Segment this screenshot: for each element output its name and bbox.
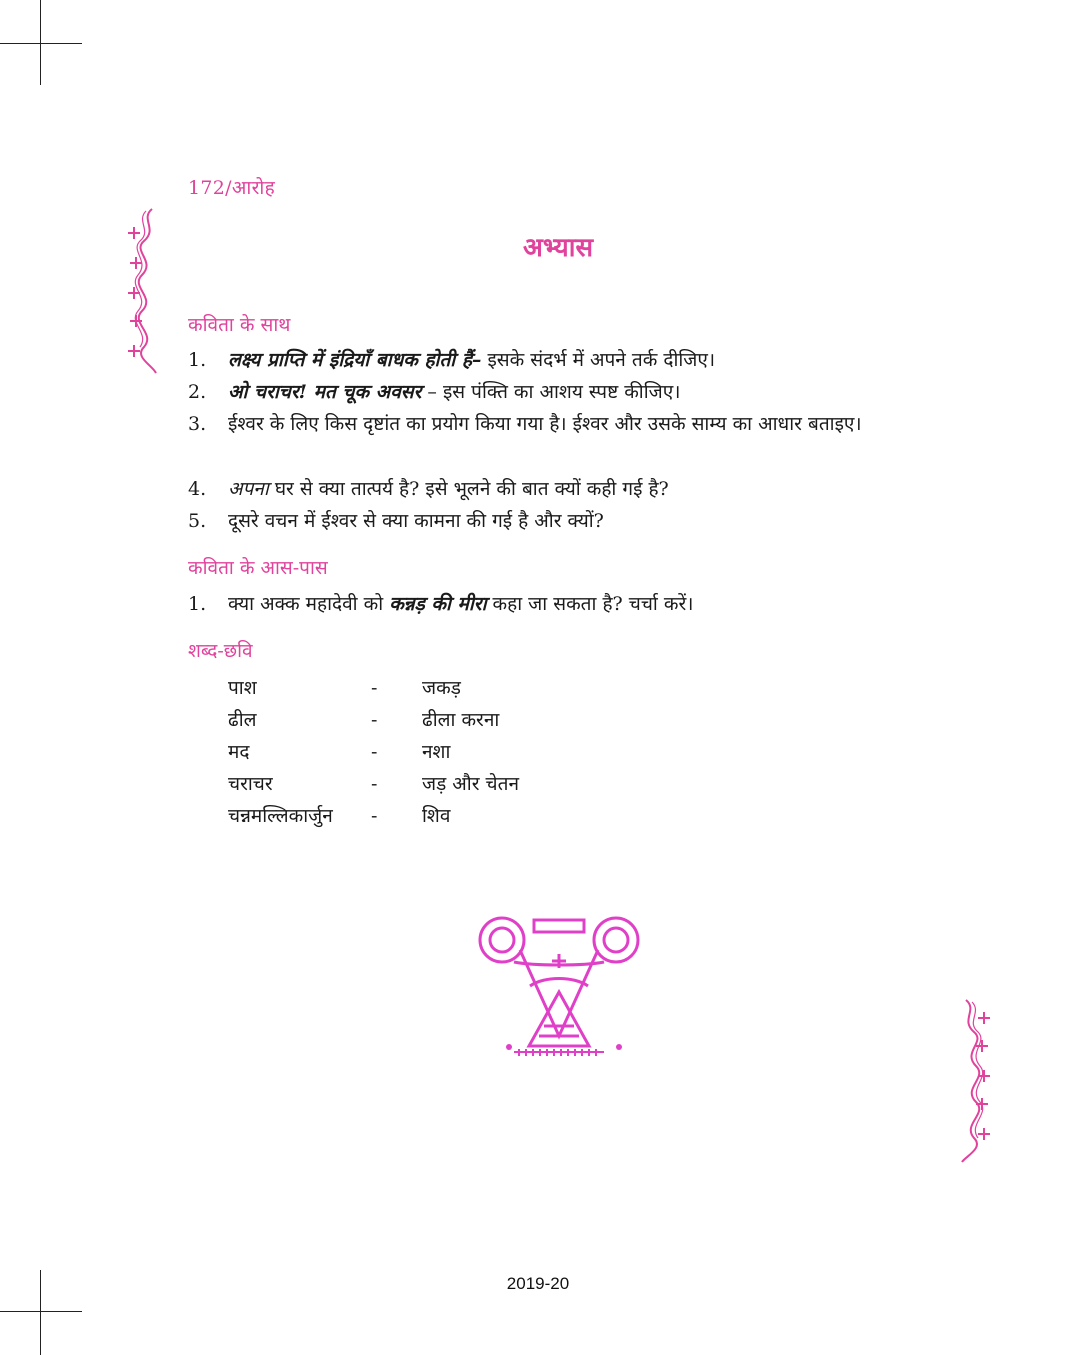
vocab-row	[228, 768, 519, 800]
folk-art-motif	[474, 906, 644, 1058]
section-heading-around-poem: कविता के आस-पास	[188, 557, 328, 579]
vocab-row	[228, 704, 519, 736]
question-number: 1.	[188, 593, 207, 615]
vocab-dash: -	[371, 677, 378, 699]
question-text: घर से क्या तात्पर्य है? इसे भूलने की बात क्यों कही गई है?	[268, 478, 669, 500]
question-italic: अपना	[228, 478, 269, 500]
vocab-dash: -	[371, 741, 378, 763]
question-number: 4.	[188, 478, 207, 500]
vocab-meaning: ढीला करना	[422, 709, 500, 731]
section-heading-with-poem: कविता के साथ	[188, 314, 291, 336]
question-emphasis: कन्नड़ की मीरा	[389, 593, 487, 615]
question-text: कहा जा सकता है? चर्चा करें।	[486, 593, 694, 615]
question-emphasis: लक्ष्य प्राप्ति में इंद्रियाँ बाधक होती हैं–	[228, 349, 482, 371]
vocab-dash: -	[371, 773, 378, 795]
vocab-meaning: शिव	[422, 805, 451, 827]
question-text: इसके संदर्भ में अपने तर्क दीजिए।	[481, 349, 716, 371]
question-number: 2.	[188, 381, 207, 403]
vocabulary-list	[228, 672, 519, 832]
question-text: – इस पंक्ति का आशय स्पष्ट कीजिए।	[421, 381, 681, 403]
question-number: 3.	[188, 413, 207, 435]
page-title: अभ्यास	[522, 233, 594, 263]
vocab-dash: -	[371, 805, 378, 827]
section-heading-vocabulary: शब्द-छवि	[188, 640, 253, 662]
vocab-meaning: नशा	[422, 741, 451, 763]
question-item	[188, 473, 948, 505]
question-number: 1.	[188, 349, 207, 371]
question-text: क्या अक्क महादेवी को	[228, 593, 390, 615]
footer-year: 2019-20	[506, 1274, 570, 1293]
page-header: 172/आरोह	[188, 177, 275, 199]
vocab-meaning: जड़ और चेतन	[422, 773, 519, 795]
question-item	[188, 505, 948, 537]
vine-border-icon	[956, 996, 1000, 1164]
question-number: 5.	[188, 510, 207, 532]
vocab-row	[228, 736, 519, 768]
crop-mark-top-h	[0, 43, 82, 44]
question-item	[188, 376, 948, 408]
question-item	[188, 344, 948, 376]
vocab-word: पाश	[228, 677, 257, 699]
vocab-word: मद	[228, 741, 250, 763]
vocab-word: ढील	[228, 709, 257, 731]
question-emphasis: ओ चराचर! मत चूक अवसर	[228, 381, 422, 403]
vocab-row	[228, 672, 519, 704]
vocab-word: चन्नमल्लिकार्जुन	[228, 805, 333, 827]
question-text: ईश्वर के लिए किस दृष्टांत का प्रयोग किया गया है। ईश्वर और उसके साम्य का आधार बताइए।	[228, 413, 862, 435]
vocab-dash: -	[371, 709, 378, 731]
crop-mark-bottom-h	[0, 1311, 82, 1312]
question-item	[188, 408, 948, 440]
vocab-word: चराचर	[228, 773, 273, 795]
question-text: दूसरे वचन में ईश्वर से क्या कामना की गई है और क्यों?	[228, 510, 604, 532]
vocab-row	[228, 800, 519, 832]
question-item	[188, 588, 948, 620]
vocab-meaning: जकड़	[422, 677, 461, 699]
